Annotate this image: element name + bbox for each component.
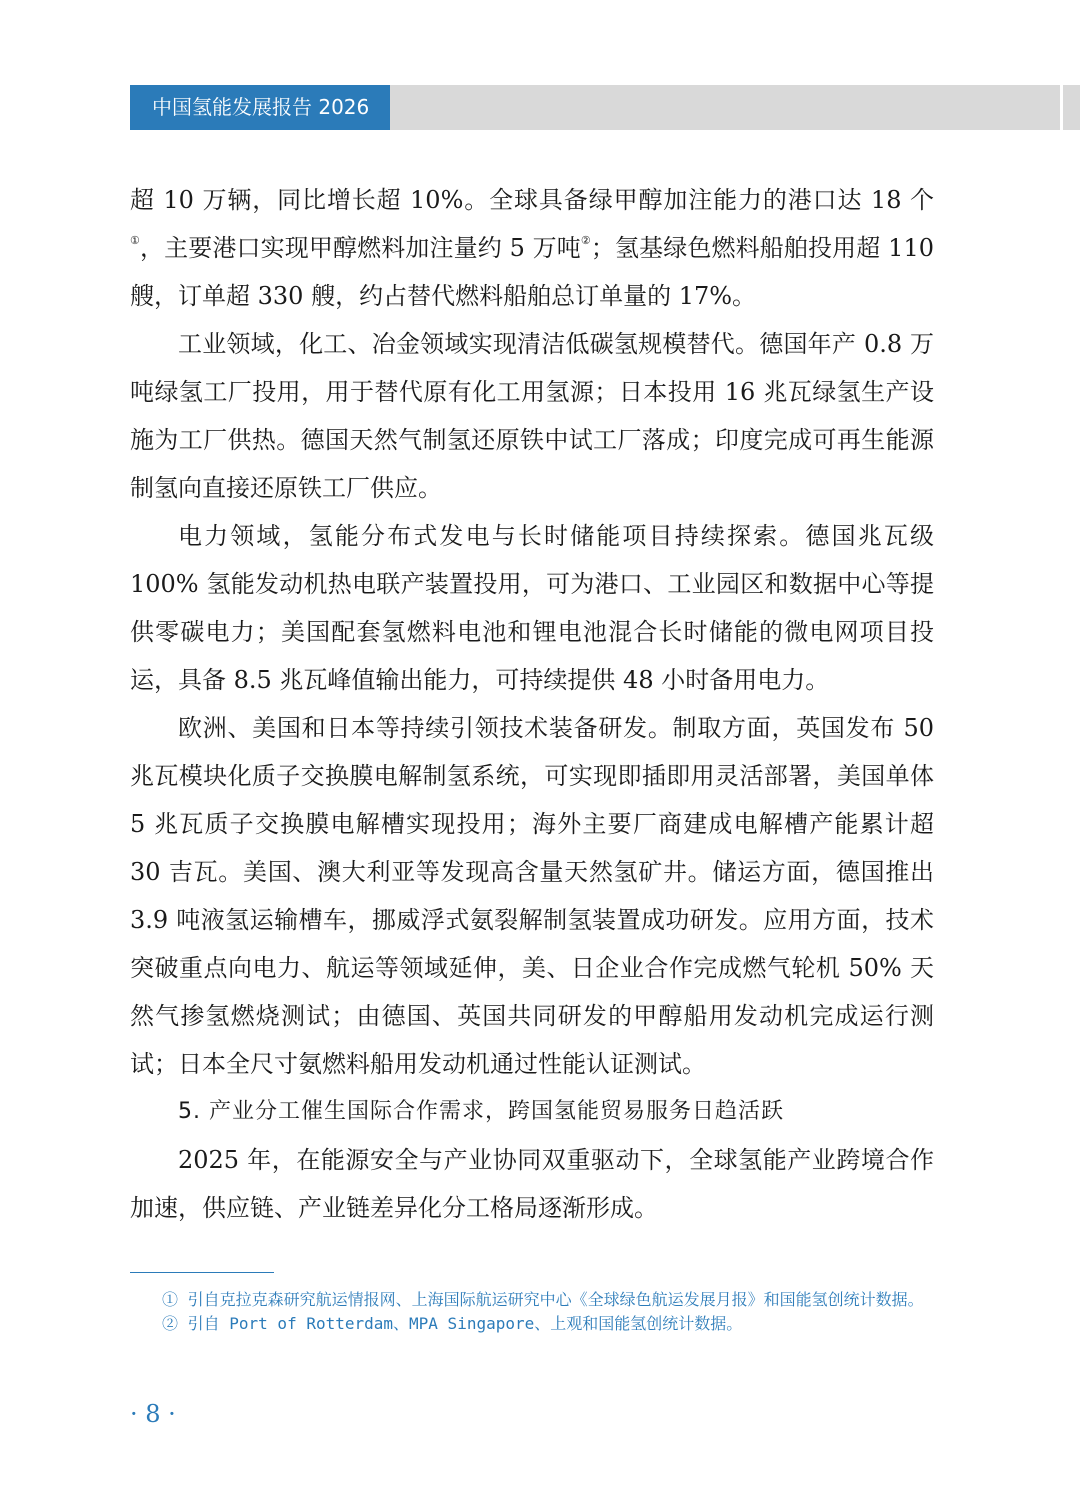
footnotes [130,1288,934,1336]
paragraph-1-end: ；氢基绿色燃料船舶投用超 110 艘，订单超 330 艘，约占替代燃料船舶总订单量的 17%。 [130,234,934,310]
paragraph-1-text: 超 10 万辆，同比增长超 10%。全球具备绿甲醇加注能力的港口达 18 个 [130,186,934,214]
paragraph-industry: 工业领域，化工、冶金领域实现清洁低碳氢规模替代。德国年产 0.8 万吨绿氢工厂投用，用于替代原有化工用氢源；日本投用 16 兆瓦绿氢生产设施为工厂供热。德国天然气制氢还原铁中试工厂落成；印度完成可再生能源制氢向直接还原铁工厂供应。 [130,330,934,502]
footnote-1: ① 引自克拉克森研究航运情报网、上海国际航运研究中心《全球绿色航运发展月报》和国能氢创统计数据。 [162,1290,924,1309]
section-subheading: 5. 产业分工催生国际合作需求，跨国氢能贸易服务日趋活跃 [178,1099,784,1124]
page-number: · 8 · [130,1400,176,1428]
running-header-title: 中国氢能发展报告 2026 [130,85,390,130]
footnote-ref-2[interactable]: ② [580,234,591,247]
paragraph-cooperation: 2025 年，在能源安全与产业协同双重驱动下，全球氢能产业跨境合作加速，供应链、产业链差异化分工格局逐渐形成。 [130,1146,934,1222]
paragraph-power: 电力领域，氢能分布式发电与长时储能项目持续探索。德国兆瓦级 100% 氢能发动机热电联产装置投用，可为港口、工业园区和数据中心等提供零碳电力；美国配套氢燃料电池和锂电池混合长时储能的微电网项目投运，具备 8.5 兆瓦峰值输出能力，可持续提供 48 小时备用电力。 [130,522,934,694]
header-edge-block [1063,85,1080,130]
main-body [130,176,934,1232]
paragraph-technology: 欧洲、美国和日本等持续引领技术装备研发。制取方面，英国发布 50 兆瓦模块化质子交换膜电解制氢系统，可实现即插即用灵活部署，美国单体 5 兆瓦质子交换膜电解槽实现投用；海外主要厂商建成电解槽产能累计超 30 吉瓦。美国、澳大利亚等发现高含量天然氢矿井。储运方面，德国推出 3.9 吨液氢运输槽车，挪威浮式氨裂解制氢装置成功研发。应用方面，技术突破重点向电力、航运等领域延伸，美、日企业合作完成燃气轮机 50% 天然气掺氢燃烧测试；由德国、英国共同研发的甲醇船用发动机完成运行测试；日本全尺寸氨燃料船用发动机通过性能认证测试。 [130,714,934,1078]
footnote-divider [130,1272,274,1273]
paragraph-1-mid: ，主要港口实现甲醇燃料加注量约 5 万吨 [140,234,581,262]
footnote-2: ② 引自 Port of Rotterdam、MPA Singapore、上观和国能氢创统计数据。 [162,1314,743,1333]
paragraph-1 [130,176,934,320]
footnote-ref-1[interactable]: ① [130,234,140,247]
